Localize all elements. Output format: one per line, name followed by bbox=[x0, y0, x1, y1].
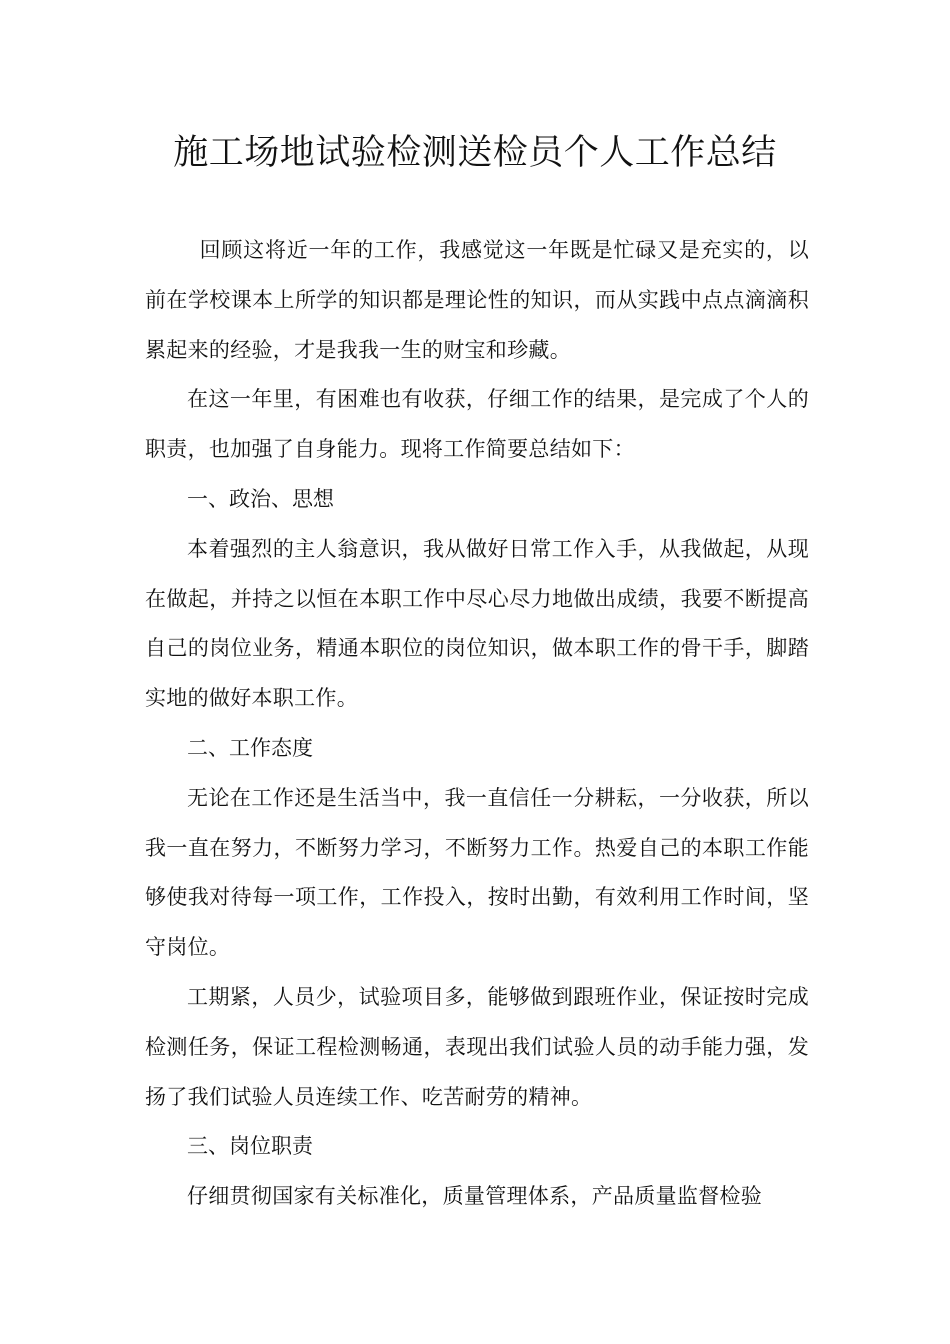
section-heading-duties: 三、岗位职责 bbox=[187, 1134, 313, 1159]
document-title: 施工场地试验检测送检员个人工作总结 bbox=[173, 133, 777, 173]
section-heading-attitude: 二、工作态度 bbox=[187, 735, 313, 760]
attitude-paragraph-1: 无论在工作还是生活当中，我一直信任一分耕耘，一分收获，所以我一直在努力，不断努力学习，不断努力工作。热爱自己的本职工作能够使我对待每一项工作，工作投入，按时出勤，有效利用工作时间，坚守岗位。 bbox=[145, 785, 809, 960]
attitude-paragraph-2: 工期紧，人员少，试验项目多，能够做到跟班作业，保证按时完成检测任务，保证工程检测畅通，表现出我们试验人员的动手能力强，发扬了我们试验人员连续工作、吃苦耐劳的精神。 bbox=[145, 984, 809, 1109]
intro-paragraph-1: 回顾这将近一年的工作，我感觉这一年既是忙碌又是充实的，以前在学校课本上所学的知识都是理论性的知识，而从实践中点点滴滴积累起来的经验，才是我我一生的财宝和珍藏。 bbox=[145, 238, 809, 362]
intro-paragraph-2: 在这一年里，有困难也有收获，仔细工作的结果，是完成了个人的职责，也加强了自身能力。现将工作简要总结如下： bbox=[145, 387, 809, 462]
section-heading-politics: 一、政治、思想 bbox=[187, 486, 334, 511]
politics-paragraph: 本着强烈的主人翁意识，我从做好日常工作入手，从我做起，从现在做起，并持之以恒在本职工作中尽心尽力地做出成绩，我要不断提高自己的岗位业务，精通本职位的岗位知识，做本职工作的骨干手，脚踏实地的做好本职工作。 bbox=[145, 536, 809, 711]
duties-paragraph: 仔细贯彻国家有关标准化，质量管理体系，产品质量监督检验 bbox=[187, 1184, 763, 1209]
document-body bbox=[145, 226, 809, 1222]
